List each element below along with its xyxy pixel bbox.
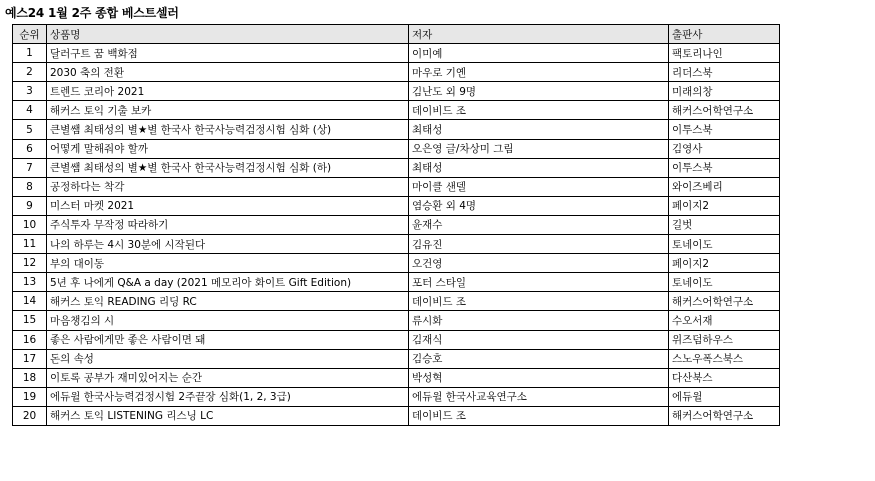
cell-rank: 17 [13,349,47,368]
cell-publisher: 페이지2 [669,196,780,215]
table-row [13,292,780,311]
cell-author: 김승호 [409,349,669,368]
cell-publisher: 위즈덤하우스 [669,330,780,349]
table-row [13,368,780,387]
cell-rank: 7 [13,158,47,177]
header-publisher: 출판사 [669,25,780,44]
table-row [13,406,780,425]
cell-publisher: 해커스어학연구소 [669,292,780,311]
cell-publisher: 이투스북 [669,158,780,177]
table-row [13,177,780,196]
table-row [13,120,780,139]
cell-book-title: 2030 축의 전환 [47,63,409,82]
cell-publisher: 길벗 [669,215,780,234]
cell-publisher: 팩토리나인 [669,44,780,63]
cell-book-title: 돈의 속성 [47,349,409,368]
cell-author: 마우로 기옌 [409,63,669,82]
table-row [13,254,780,273]
table-row [13,63,780,82]
cell-publisher: 해커스어학연구소 [669,101,780,120]
header-row [13,25,780,44]
cell-book-title: 나의 하루는 4시 30분에 시작된다 [47,235,409,254]
cell-rank: 12 [13,254,47,273]
cell-publisher: 리더스북 [669,63,780,82]
cell-publisher: 토네이도 [669,235,780,254]
cell-author: 데이비드 조 [409,101,669,120]
table-row [13,349,780,368]
cell-book-title: 해커스 토익 LISTENING 리스닝 LC [47,406,409,425]
cell-author: 류시화 [409,311,669,330]
cell-book-title: 미스터 마켓 2021 [47,196,409,215]
cell-book-title: 좋은 사람에게만 좋은 사람이면 돼 [47,330,409,349]
cell-rank: 11 [13,235,47,254]
table-row [13,139,780,158]
cell-book-title: 큰별쌤 최태성의 별★별 한국사 한국사능력검정시험 심화 (상) [47,120,409,139]
cell-publisher: 에듀윌 [669,387,780,406]
cell-rank: 1 [13,44,47,63]
cell-publisher: 스노우폭스북스 [669,349,780,368]
cell-book-title: 어떻게 말해줘야 할까 [47,139,409,158]
table-row [13,196,780,215]
cell-rank: 13 [13,273,47,292]
cell-book-title: 큰별쌤 최태성의 별★별 한국사 한국사능력검정시험 심화 (하) [47,158,409,177]
cell-rank: 3 [13,82,47,101]
cell-author: 데이비드 조 [409,406,669,425]
cell-author: 염승환 외 4명 [409,196,669,215]
cell-rank: 15 [13,311,47,330]
table-title: 예스24 1월 2주 종합 베스트셀러 [5,6,179,20]
cell-rank: 4 [13,101,47,120]
cell-book-title: 이토록 공부가 재미있어지는 순간 [47,368,409,387]
cell-publisher: 해커스어학연구소 [669,406,780,425]
cell-author: 최태성 [409,120,669,139]
cell-rank: 18 [13,368,47,387]
cell-author: 마이클 샌델 [409,177,669,196]
cell-publisher: 이투스북 [669,120,780,139]
table-header [13,25,780,44]
cell-book-title: 주식투자 무작정 따라하기 [47,215,409,234]
table-row [13,82,780,101]
cell-rank: 8 [13,177,47,196]
cell-book-title: 해커스 토익 READING 리딩 RC [47,292,409,311]
cell-rank: 5 [13,120,47,139]
table-row [13,101,780,120]
cell-author: 오건영 [409,254,669,273]
cell-author: 데이비드 조 [409,292,669,311]
header-rank: 순위 [13,25,47,44]
table-row [13,273,780,292]
cell-author: 김유진 [409,235,669,254]
cell-book-title: 5년 후 나에게 Q&A a day (2021 메모리아 화이트 Gift Edition) [47,273,409,292]
table-row [13,235,780,254]
table-row [13,311,780,330]
header-book: 상품명 [47,25,409,44]
cell-author: 김난도 외 9명 [409,82,669,101]
table-row [13,215,780,234]
table-row [13,387,780,406]
cell-book-title: 부의 대이동 [47,254,409,273]
table-row [13,330,780,349]
table-row [13,158,780,177]
cell-publisher: 토네이도 [669,273,780,292]
cell-book-title: 트렌드 코리아 2021 [47,82,409,101]
cell-book-title: 마음챙김의 시 [47,311,409,330]
cell-author: 포터 스타일 [409,273,669,292]
cell-rank: 6 [13,139,47,158]
table-row [13,44,780,63]
cell-book-title: 공정하다는 착각 [47,177,409,196]
cell-author: 이미예 [409,44,669,63]
cell-rank: 14 [13,292,47,311]
bestseller-table [12,24,780,426]
cell-publisher: 다산북스 [669,368,780,387]
cell-rank: 16 [13,330,47,349]
cell-publisher: 와이즈베리 [669,177,780,196]
cell-author: 김재식 [409,330,669,349]
cell-publisher: 김영사 [669,139,780,158]
cell-author: 에듀윌 한국사교육연구소 [409,387,669,406]
cell-author: 오은영 글/차상미 그림 [409,139,669,158]
cell-author: 박성혁 [409,368,669,387]
header-author: 저자 [409,25,669,44]
cell-book-title: 달러구트 꿈 백화점 [47,44,409,63]
cell-book-title: 해커스 토익 기출 보카 [47,101,409,120]
cell-author: 최태성 [409,158,669,177]
table-body [13,44,780,426]
cell-author: 윤재수 [409,215,669,234]
cell-publisher: 페이지2 [669,254,780,273]
cell-book-title: 에듀윌 한국사능력검정시험 2주끝장 심화(1, 2, 3급) [47,387,409,406]
cell-rank: 19 [13,387,47,406]
cell-rank: 20 [13,406,47,425]
cell-rank: 9 [13,196,47,215]
cell-publisher: 수오서재 [669,311,780,330]
cell-rank: 10 [13,215,47,234]
cell-publisher: 미래의창 [669,82,780,101]
cell-rank: 2 [13,63,47,82]
